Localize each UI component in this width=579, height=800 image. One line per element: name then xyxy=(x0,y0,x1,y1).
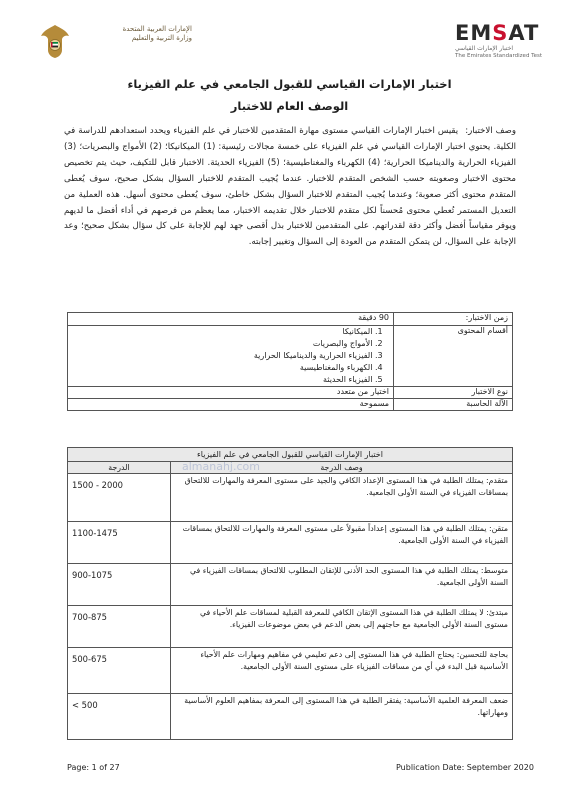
table-row xyxy=(68,522,513,564)
description-text: يقيس اختبار الإمارات القياسي مستوى مهارة المتقدمين للاختبار في علم الفيزياء ويحدد استعدادهم للدراسة في الكلية. يحتوي اختبار الإمارات القياسي في علم الفيزياء على خمسة مجالات رئيسية: (1) الميكانيكا؛ (2) الأمواج والبصريات؛ (3) الفيزياء الحرارية والديناميكا الحرارية؛ (4) الكهرباء والمغناطيسية؛ (5) الفيزياء الحديثة. الاختبار قابل للتكيف، حيث يتم تخصيص محتوى الاختبار وصعوبته حسب الشخص المتقدم للاختبار. عندما يُجيب المتقدم للاختبار السؤال بشكل صحيح، سوف يُعطى المتقدم محتوى أكثر صعوبة؛ وعندما يُجيب المتقدم للاختبار السؤال بشكل خاطئ، سوف يُعطى محتوى أسهل. هذه العملية من التعديل المستمر تُعطي محتوى مُحسناً لكل متقدم للاختبار خلال تقديمه الاختبار، مما يعظم من فرصهم في أداء أفضل ما لديهم ويوفر مقياساً أفضل وأكثر دقة لقدراتهم. على المتقدمين للاختبار بذل أقصى جهد لهم للإجابة على كل سؤال بشكل صحيح؛ وعد الإجابة على السؤال، لن يتمكن المتقدم من العودة إلى السؤال وتغيير إجابته. xyxy=(64,126,516,248)
type-value: اختيار من متعدد xyxy=(68,387,394,399)
content-list-cell xyxy=(68,326,394,387)
page-number: Page: 1 of 27 xyxy=(67,763,120,772)
content-list xyxy=(72,326,389,386)
calculator-value: مسموحة xyxy=(68,399,394,411)
table-row xyxy=(68,474,513,522)
grade-range: 700-875 xyxy=(68,606,171,648)
grade-description: متقدم: يمتلك الطلبة في هذا المستوى الإعداد الكافي والجيد على مستوى المعرفة والمهارات للالتحاق بمساقات الفيزياء في السنة الأولى الجامعية. xyxy=(171,474,513,522)
grade-range-header: الدرجة xyxy=(68,462,171,474)
content-item: 1. الميكانيكا xyxy=(342,327,383,336)
type-label: نوع الاختبار xyxy=(394,387,513,399)
content-item: 5. الفيزياء الحديثة xyxy=(322,375,383,384)
grade-table-caption: اختبار الإمارات القياسي للقبول الجامعي في علم الفيزياء xyxy=(68,448,513,462)
time-label: زمن الاختبار: xyxy=(394,313,513,326)
test-info-table xyxy=(67,312,513,411)
uae-ministry-text: الإمارات العربية المتحدة وزارة التربية والتعليم xyxy=(122,25,192,42)
grade-table xyxy=(67,447,513,740)
content-label: أقسام المحتوى xyxy=(394,326,513,387)
grade-range: 500-675 xyxy=(68,648,171,694)
content-item: 2. الأمواج والبصريات xyxy=(312,339,383,348)
emsat-logo: EMSAT اختبار الإمارات القياسي The Emirates Standardized Test xyxy=(455,21,543,59)
grade-range: 1100-1475 xyxy=(68,522,171,564)
test-description xyxy=(64,124,516,251)
table-row xyxy=(68,648,513,694)
grade-description: مبتدئ: لا يمتلك الطلبة في هذا المستوى الإتقان الكافي للمعرفة القبلية لمساقات علم الأحياء في مستوى السنة الأولى الجامعية مع حاجتهم إلى بعض الدعم في بعض موضوعات الفيزياء. xyxy=(171,606,513,648)
watermark-text: almanahj.com xyxy=(182,460,260,473)
time-value: 90 دقيقة xyxy=(68,313,394,326)
table-row xyxy=(68,564,513,606)
grade-range: 900-1075 xyxy=(68,564,171,606)
grade-description: بحاجة للتحسين: يحتاج الطلبة في هذا المستوى إلى دعم تعليمي في مفاهيم ومهارات علم الأحياء الأساسية قبل البدء في أي من مساقات الفيزياء على مستوى السنة الأولى الجامعية. xyxy=(171,648,513,694)
grade-range: 1500 - 2000 xyxy=(68,474,171,522)
content-item: 4. الكهرباء والمغناطيسية xyxy=(299,363,383,372)
uae-emblem-logo xyxy=(38,22,72,60)
content-item: 3. الفيزياء الحرارية والديناميكا الحرارية xyxy=(253,351,383,360)
grade-description: ضعف المعرفة العلمية الأساسية: يفتقر الطلبة في هذا المستوى إلى المعرفة بمفاهيم العلوم الأساسية ومهاراتها. xyxy=(171,694,513,740)
grade-range: < 500 xyxy=(68,694,171,740)
document-subtitle: الوصف العام للاختبار xyxy=(230,99,349,113)
grade-description: متقن: يمتلك الطلبة في هذا المستوى إعداداً مقبولاً على مستوى المعرفة والمهارات للالتحاق بمساقات الفيزياء في السنة الأولى الجامعية. xyxy=(171,522,513,564)
description-label: وصف الاختبار: xyxy=(465,126,517,136)
table-row xyxy=(68,606,513,648)
table-row xyxy=(68,694,513,740)
document-title: اختبار الإمارات القياسي للقبول الجامعي في علم الفيزياء xyxy=(127,77,452,91)
grade-description: متوسط: يمتلك الطلبة في هذا المستوى الحد الأدنى للإتقان المطلوب للالتحاق بمساقات الفيزياء في السنة الأولى الجامعية. xyxy=(171,564,513,606)
grade-desc-header: وصف الدرجة xyxy=(171,462,513,474)
calculator-label: الآلة الحاسبة xyxy=(394,399,513,411)
publication-date: Publication Date: September 2020 xyxy=(396,763,534,772)
